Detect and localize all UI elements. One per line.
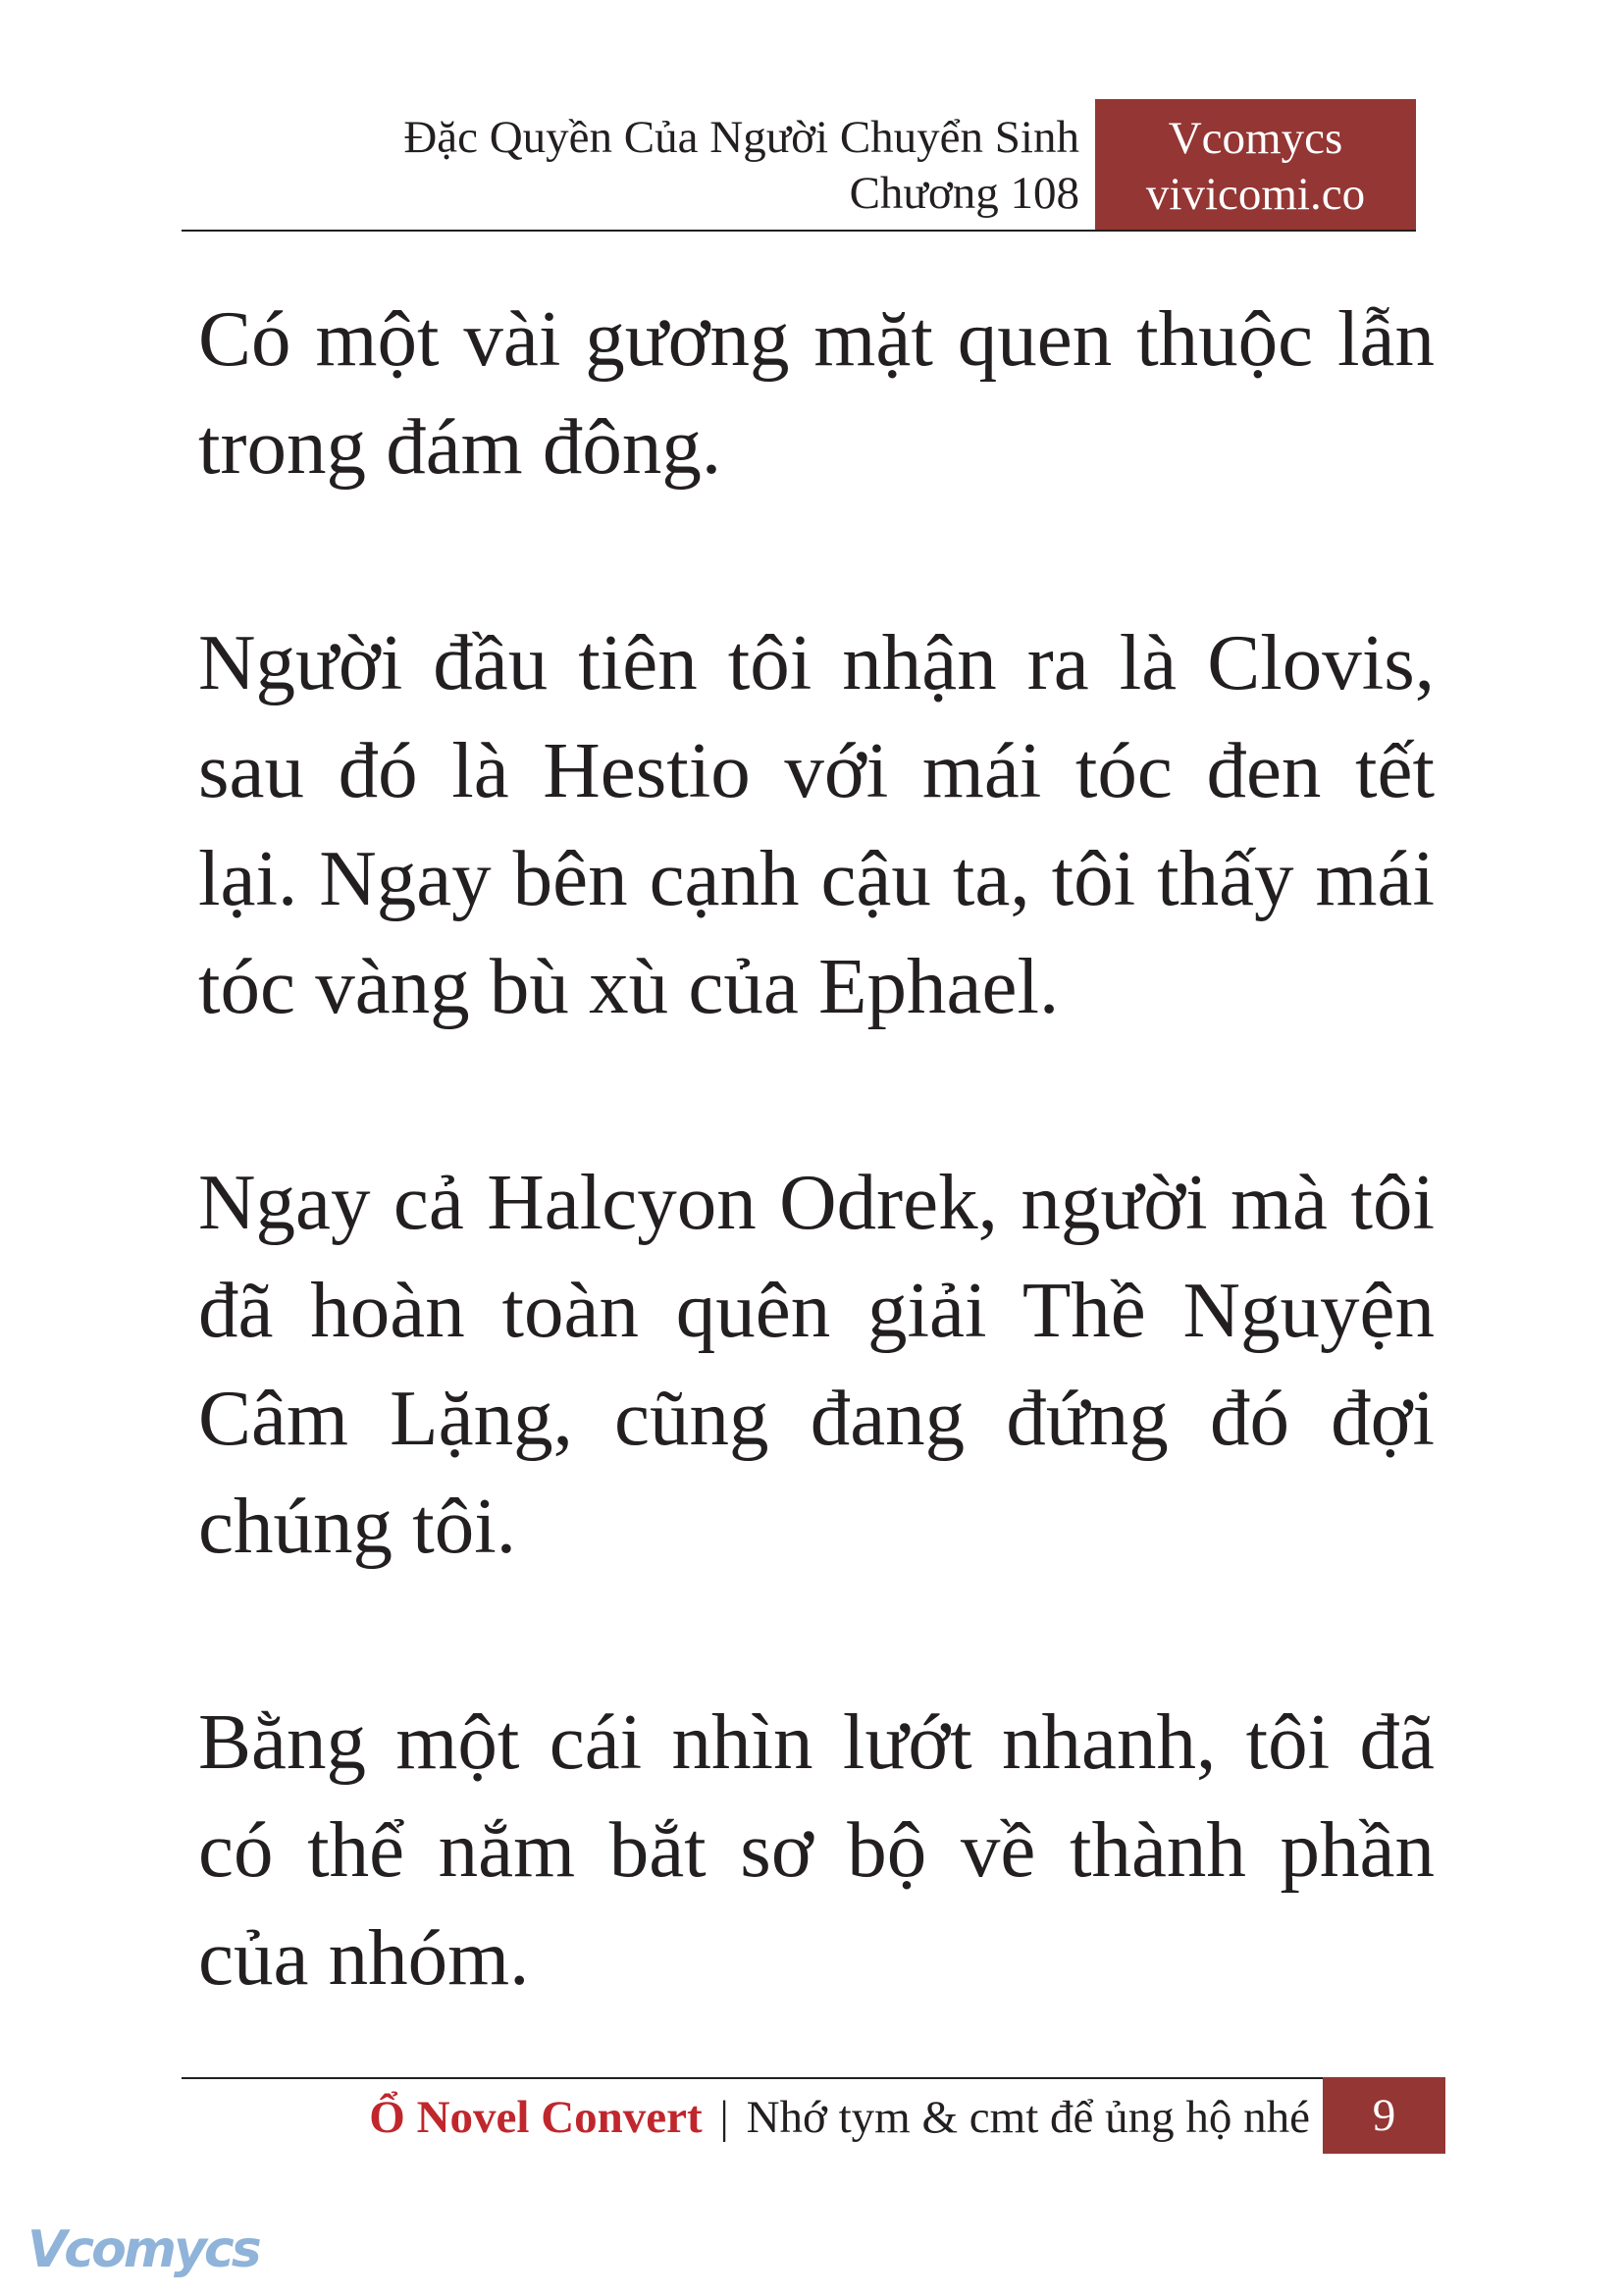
header-divider bbox=[182, 230, 1416, 232]
watermark-text: Vcomycs bbox=[27, 2220, 259, 2279]
page-number-badge bbox=[1323, 2077, 1445, 2154]
watermark-logo bbox=[27, 2219, 259, 2280]
page-number: 9 bbox=[1372, 2090, 1396, 2141]
footer-separator: | bbox=[719, 2092, 729, 2143]
footer-message: Nhớ tym & cmt để ủng hộ nhé bbox=[746, 2092, 1310, 2143]
page-header bbox=[294, 110, 1079, 222]
brand-site: vivicomi.co bbox=[1145, 169, 1366, 220]
paragraph: Bằng một cái nhìn lướt nhanh, tôi đã có thể nắm bắt sơ bộ về thành phần của nhóm. bbox=[198, 1697, 1435, 2002]
footer-divider bbox=[182, 2077, 1416, 2079]
chapter-body bbox=[198, 285, 1435, 2011]
footer-brand: Ổ Novel Convert bbox=[369, 2092, 703, 2143]
paragraph: Người đầu tiên tôi nhận ra là Clovis, sau đó là Hestio với mái tóc đen tết lại. Ngay bên cạnh cậu ta, tôi thấy mái tóc vàng bù xù của Ephael. bbox=[198, 618, 1435, 1030]
brand-badge bbox=[1095, 99, 1416, 232]
chapter-label: Chương 108 bbox=[849, 168, 1079, 219]
brand-name: Vcomycs bbox=[1168, 113, 1343, 164]
page-footer bbox=[182, 2088, 1310, 2147]
book-title: Đặc Quyền Của Người Chuyển Sinh bbox=[403, 112, 1079, 163]
paragraph: Ngay cả Halcyon Odrek, người mà tôi đã hoàn toàn quên giải Thề Nguyện Câm Lặng, cũng đang đứng đó đợi chúng tôi. bbox=[198, 1158, 1435, 1570]
paragraph: Có một vài gương mặt quen thuộc lẫn trong đám đông. bbox=[198, 294, 1435, 491]
